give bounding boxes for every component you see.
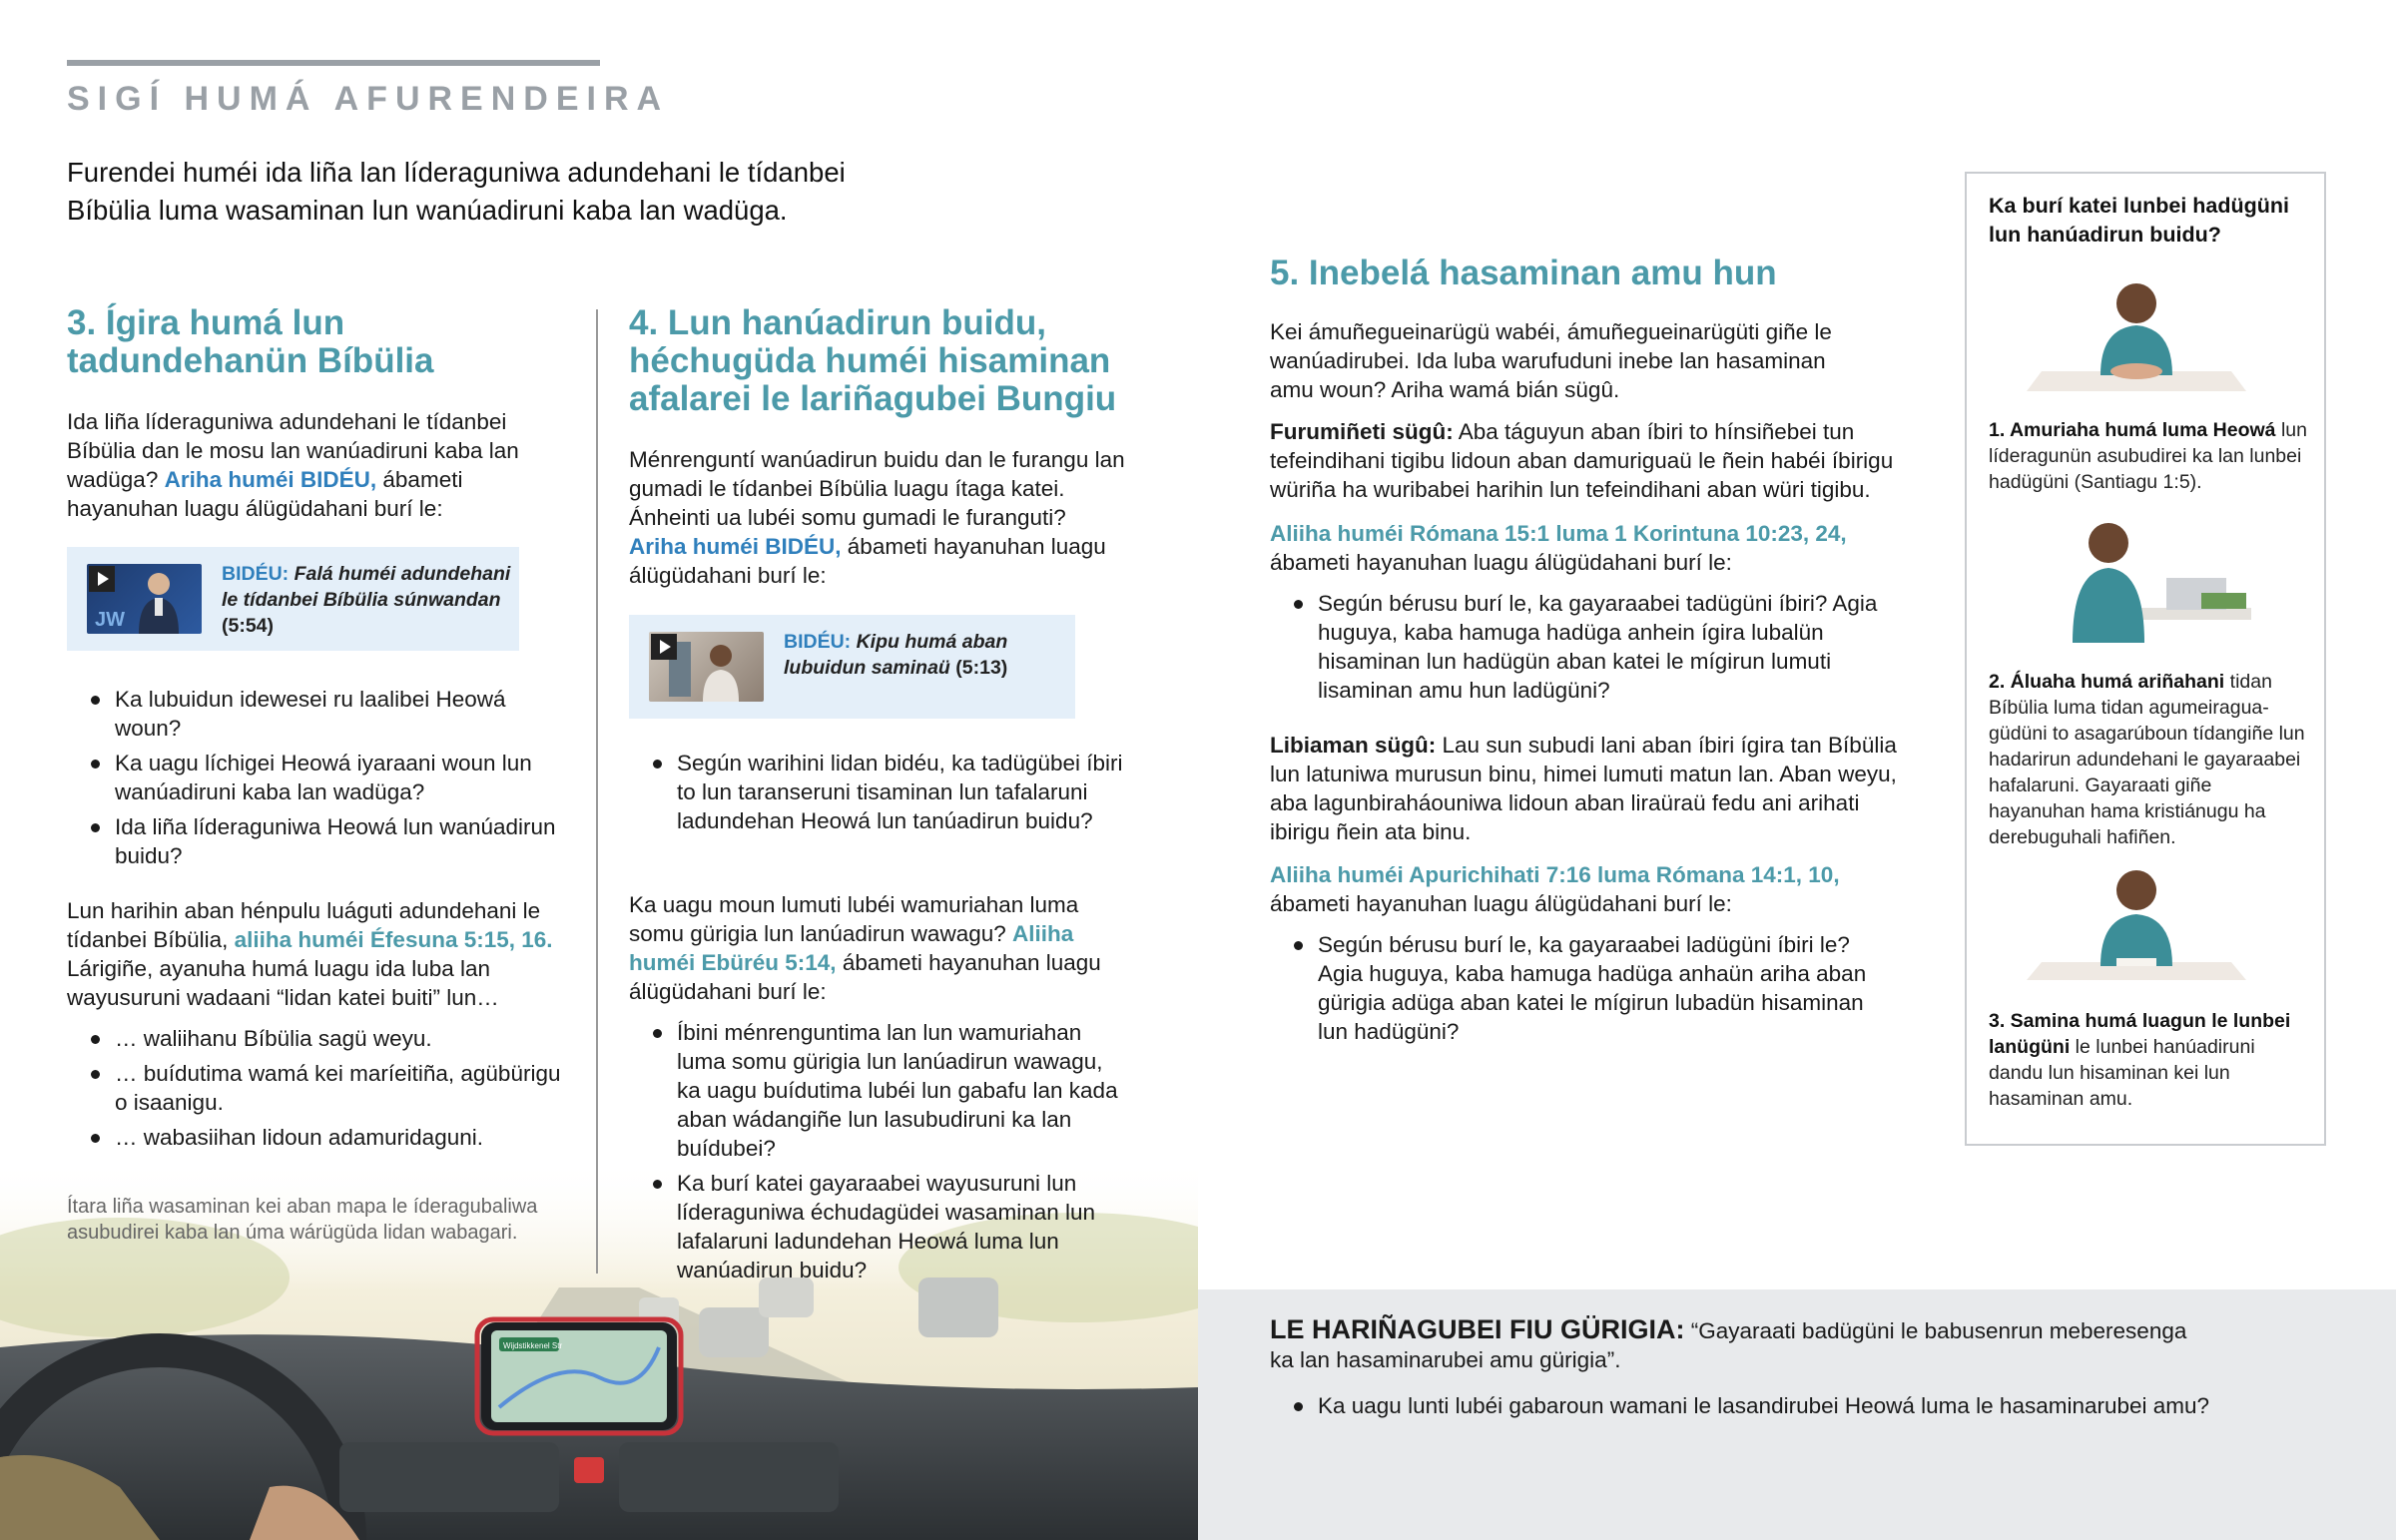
list-item: Íbini ménrenguntima lan lun wamuriahan luma somu gürigia lun lanúadirun wawagu, ka uagu buídutima lubéi lun gabafu lan kada aban wádangiñe lun lasubudiruni ka lan buídubei? bbox=[629, 1018, 1128, 1163]
section-5-title: 5. Inebelá hasaminan amu hun bbox=[1270, 254, 1777, 292]
list-item: Según bérusu burí le, ka gayaraabei tadügüni íbiri? Agia huguya, kaba hamuga hadüga anhein ígira lubalün hisaminan lun hadügün aban katei le mígirun lumuti lisaminan amu hun ladügüni? bbox=[1270, 589, 1879, 705]
video-card-kipu[interactable] bbox=[629, 615, 1075, 719]
list-item: … waliihanu Bíbülia sagü weyu. bbox=[67, 1024, 566, 1053]
column-divider bbox=[596, 309, 598, 1274]
woman-thinking-illustration bbox=[2017, 862, 2256, 987]
section-3-paragraph-1: Ida liña líderaguniwa adundehani le tídanbei Bíbülia dan le mosu lan wanúadiruni kaba lan wadüga? Ariha huméi BIDÉU, ábameti hayanuhan luagu álügüdahani burí le: bbox=[67, 409, 519, 521]
scripture-link[interactable]: aliiha huméi Éfesuna 5:15, 16. bbox=[234, 927, 553, 952]
video-duration: (5:13) bbox=[955, 657, 1008, 679]
summary-label: LE HARIÑAGUBEI FIU GÜRIGIA: bbox=[1270, 1314, 1685, 1344]
woman-laptop-illustration bbox=[2017, 513, 2256, 648]
section-4-title-line-2: héchugüda huméi hisaminan bbox=[629, 341, 1111, 380]
video-thumbnail[interactable] bbox=[87, 564, 202, 634]
video-link[interactable]: Ariha huméi BIDÉU, bbox=[164, 467, 377, 492]
section-5-bullets-1 bbox=[1270, 589, 1879, 711]
summary-bullets bbox=[1270, 1391, 2268, 1426]
intro-text: Furendei huméi ida liña lan líderaguniwa adundehani le tídanbei Bíbülia luma wasaminan lun wanúadiruni kaba lan wadüga. bbox=[67, 157, 846, 226]
sidebar-heading: Ka burí katei lunbei hadügüni lun hanúadirun buidu? bbox=[1989, 194, 2290, 247]
list-item: Ka uagu lunti lubéi gabaroun wamani le lasandirubei Heowá luma le hasaminarubei amu? bbox=[1270, 1391, 2268, 1420]
video-title: Kipu humá aban lubuidun saminaü bbox=[784, 631, 1008, 679]
video-link[interactable]: Ariha huméi BIDÉU, bbox=[629, 534, 842, 559]
section-3-title-line-1: 3. Ígira humá lun bbox=[67, 303, 345, 342]
list-item: … wabasiihan lidoun adamuridaguni. bbox=[67, 1123, 566, 1152]
video-duration: (5:54) bbox=[222, 615, 275, 637]
woman-praying-illustration bbox=[2017, 273, 2256, 398]
step-2: 2. Áluaha humá ariñahani tidan Bíbülia luma tidan agumeiraguagüdüni to asagarúboun tídangiñe lun hadarirun adundehani le gayaraabei hafalaruni. Gayaraati giñe hayanuhan hama kristiánugu ha derebuguhali hafiñen. bbox=[1989, 671, 2305, 848]
list-item: Ida liña líderaguniwa Heowá lun wanúadirun buidu? bbox=[67, 812, 566, 870]
section-4-title-line-1: 4. Lun hanúadirun buidu, bbox=[629, 303, 1047, 342]
example-2: Libiaman sügû: Lau sun subudi lani aban íbiri ígira tan Bíbülia lun latuniwa murusun binu, himei lumuti matun lan. Aban weyu, aba lagunbiraháouniwa lidoun aban liraüraü fedu ani arihati ibirigu ñein ata binu. bbox=[1270, 733, 1897, 844]
video-title: Falá huméi adundehani le tídanbei Bíbülia súnwandan bbox=[222, 563, 511, 611]
list-item: Según warihini lidan bidéu, ka tadügübei íbiri to lun taranseruni tisaminan lun tafalaruni ladundehan Heowá lun tanúadirun buidu? bbox=[629, 749, 1128, 835]
scripture-link[interactable]: Aliiha huméi Ebüréu 5:14, bbox=[629, 921, 1074, 975]
jw-logo: JW bbox=[95, 609, 125, 631]
example-1: Furumiñeti sügû: Aba táguyun aban íbiri to hínsiñebei tun tefeindihani tigibu lidoun aban damuriguaü le ñein habéi íbirigu würiña ha wuribabei harihin lun tefeindihani aban würi tigibu. bbox=[1270, 419, 1894, 502]
section-5-paragraph-1: Kei ámuñegueinarügü wabéi, ámuñegueinarügüti giñe le wanúadirubei. Ida luba warufuduni inebe lan hasaminan amu woun? Ariha wamá bián sügû. bbox=[1270, 319, 1832, 402]
section-4-title-line-3: afalarei le lariñagubei Bungiu bbox=[629, 379, 1117, 418]
video-label: BIDÉU: bbox=[222, 563, 290, 585]
step-1: 1. Amuriaha humá luma Heowá lun líderagunün asubudirei ka lan lunbei hadügüni (Santiagu 1:5). bbox=[1989, 419, 2307, 493]
reference-1: Aliiha huméi Rómana 15:1 luma 1 Korintuna 10:23, 24, ábameti hayanuhan luagu álügüdahani burí le: bbox=[1270, 521, 1847, 575]
example-1-label: Furumiñeti sügû: bbox=[1270, 419, 1454, 444]
illustration-caption: Ítara liña wasaminan kei aban mapa le íderagubaliwa asubudirei kaba lan úma wárügüda lidan wabagari. bbox=[67, 1196, 538, 1244]
section-4-paragraph-1: Ménrenguntí wanúadirun buidu dan le furangu lan gumadi le tídanbei Bíbülia luagu ítaga katei. Ánheinti ua lubéi somu gumadi le furanguti? Ariha huméi BIDÉU, ábameti hayanuhan luagu álügüdahani burí le: bbox=[629, 447, 1125, 588]
sidebar-box bbox=[1965, 172, 2326, 1146]
play-icon[interactable] bbox=[89, 566, 115, 592]
list-item: Ka lubuidun idewesei ru laalibei Heowá woun? bbox=[67, 685, 566, 743]
step-3: 3. Samina humá luagun le lunbei lanügüni le lunbei hanúadiruni dandu lun hisaminan kei lun hasaminan amu. bbox=[1989, 1010, 2291, 1110]
play-icon[interactable] bbox=[651, 634, 677, 660]
section-4-bullets-1 bbox=[629, 749, 1128, 841]
section-3-title-line-2: tadundehanün Bíbülia bbox=[67, 341, 434, 380]
summary-quote: “Gayaraati badügüni le babusenrun meberesenga ka lan hasaminarubei amu gürigia”. bbox=[1270, 1318, 2187, 1372]
video-thumbnail[interactable] bbox=[649, 632, 764, 702]
section-3-bullets-1 bbox=[67, 685, 566, 876]
scripture-link[interactable]: Aliiha huméi Apurichihati 7:16 luma Rómana 14:1, 10, bbox=[1270, 862, 1840, 887]
list-item: Ka burí katei gayaraabei wayusuruni lun líderaguniwa échudagüdei wasaminan lun lafalaruni ladundehan Heowá luma lun wanúadirun buidu? bbox=[629, 1169, 1128, 1284]
scripture-link[interactable]: Aliiha huméi Rómana 15:1 luma 1 Korintuna 10:23, 24, bbox=[1270, 521, 1847, 546]
list-item: Ka uagu líchigei Heowá iyaraani woun lun wanúadiruni kaba lan wadüga? bbox=[67, 749, 566, 806]
section-5-bullets-2 bbox=[1270, 930, 1879, 1052]
section-3-bullets-2 bbox=[67, 1024, 566, 1158]
list-item: Según bérusu burí le, ka gayaraabei ladügüni íbiri le? Agia huguya, kaba hamuga hadüga anhaün ariha aban gürigia adüga aban katei le mígirun lubadün hisaminan lun hadügüni? bbox=[1270, 930, 1879, 1046]
example-2-label: Libiaman sügû: bbox=[1270, 733, 1437, 758]
section-4-paragraph-2: Ka uagu moun lumuti lubéi wamuriahan luma somu gürigia lun lanúadirun wawagu? Aliiha huméi Ebüréu 5:14, ábameti hayanuhan luagu álügüdahani burí le: bbox=[629, 892, 1101, 1004]
section-3-paragraph-2: Lun harihin aban hénpulu luáguti adundehani le tídanbei Bíbülia, aliiha huméi Éfesuna 5:15, 16. Lárigiñe, ayanuha humá luagu ida luba lan wayusuruni wadaani “lidan katei buiti” lun… bbox=[67, 898, 553, 1010]
section-4-bullets-2 bbox=[629, 1018, 1128, 1290]
section-4 bbox=[629, 304, 1148, 418]
video-card-falá[interactable] bbox=[67, 547, 519, 651]
video-label: BIDÉU: bbox=[784, 631, 852, 653]
summary-text bbox=[1270, 1315, 2208, 1374]
list-item: … buídutima wamá kei maríeitiña, agübürigu o isaanigu. bbox=[67, 1059, 566, 1117]
header-rule bbox=[67, 60, 600, 66]
section-kicker: SIGÍ HUMÁ AFURENDEIRA bbox=[67, 80, 670, 118]
reference-2: Aliiha huméi Apurichihati 7:16 luma Rómana 14:1, 10, ábameti hayanuhan luagu álügüdahani burí le: bbox=[1270, 862, 1840, 916]
section-3 bbox=[67, 304, 586, 380]
gps-street-label: Wijdstikkenel Str bbox=[503, 1341, 563, 1350]
